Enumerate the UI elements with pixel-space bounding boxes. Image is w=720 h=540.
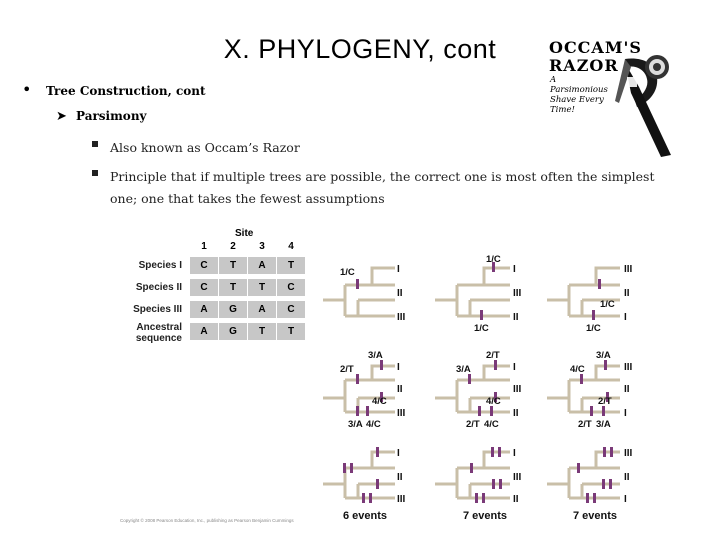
sequence-cell: C [277, 279, 305, 296]
tip-label: I [513, 264, 516, 275]
mutation-tick [602, 479, 605, 489]
logo-tagline: A Parsimonious Shave Every Time! [550, 75, 608, 115]
mutation-tick [468, 374, 471, 384]
mutation-tick [491, 447, 494, 457]
sequence-cell: C [190, 257, 218, 274]
tip-label: I [513, 362, 516, 373]
mutation-label: 3/A [456, 364, 471, 375]
tip-label: III [624, 448, 633, 459]
mutation-label: 1/C [600, 299, 615, 310]
mutation-tick [380, 360, 383, 370]
slide-title: X. PHYLOGENY, cont [223, 34, 497, 64]
mutation-tick [604, 360, 607, 370]
bullet-dot: • [22, 80, 32, 99]
mutation-label: 1/C [586, 323, 601, 334]
tip-label: I [624, 312, 627, 323]
sequence-cell: C [277, 301, 305, 318]
mutation-tick [598, 279, 601, 289]
mutation-label: 3/A [596, 350, 611, 361]
sequence-cell: G [219, 323, 247, 340]
site-number: 1 [201, 241, 207, 252]
bullet2-text: Parsimony [76, 109, 147, 123]
mutation-tick [356, 279, 359, 289]
mutation-label: 2/T [340, 364, 354, 375]
sequence-cell: A [190, 323, 218, 340]
mutation-label: 3/A [596, 419, 611, 430]
tip-label: III [397, 408, 406, 419]
mutation-label: 1/C [486, 254, 501, 265]
sequence-cell: T [248, 279, 276, 296]
mutation-tick [593, 493, 596, 503]
tip-label: I [397, 264, 400, 275]
tip-label: I [624, 408, 627, 419]
tip-label: III [513, 472, 522, 483]
tip-label: I [513, 448, 516, 459]
mutation-label: 1/C [474, 323, 489, 334]
mutation-tick [580, 374, 583, 384]
copyright-note: Copyright © 2008 Pearson Education, Inc., publishing as Pearson Benjamin Cummings [120, 518, 294, 523]
mutation-tick [494, 360, 497, 370]
mutation-tick [603, 447, 606, 457]
mutation-tick [602, 406, 605, 416]
mutation-tick [376, 479, 379, 489]
bullet3a-text: Also known as Occam’s Razor [110, 140, 300, 155]
tree-branches [323, 452, 395, 498]
mutation-tick [590, 406, 593, 416]
sequence-cell: T [248, 323, 276, 340]
tip-label: II [397, 472, 403, 483]
mutation-tick [356, 406, 359, 416]
mutation-label: 2/T [598, 396, 612, 407]
mutation-tick [369, 493, 372, 503]
mutation-tick [478, 406, 481, 416]
mutation-tick [475, 493, 478, 503]
mutation-tick [498, 447, 501, 457]
mutation-tick [350, 463, 353, 473]
tree-branches [547, 452, 620, 498]
event-count: 7 events [573, 510, 618, 522]
tip-label: II [624, 384, 630, 395]
sequence-cell: A [248, 257, 276, 274]
tip-label: I [397, 362, 400, 373]
tip-label: I [397, 448, 400, 459]
mutation-tick [586, 493, 589, 503]
tree-branches [323, 268, 395, 316]
tip-label: II [624, 288, 630, 299]
tip-label: III [397, 312, 406, 323]
sequence-cell: T [219, 257, 247, 274]
mutation-tick [366, 406, 369, 416]
row-label: Species III [133, 304, 182, 315]
mutation-label: 3/A [368, 350, 383, 361]
row-label: Species II [135, 282, 182, 293]
mutation-label: 4/C [366, 419, 381, 430]
sequence-cell: G [219, 301, 247, 318]
tip-label: II [397, 288, 403, 299]
row-label: Ancestral sequence [135, 322, 182, 344]
sequence-cell: T [277, 323, 305, 340]
tip-label: III [513, 288, 522, 299]
bullet1-text: Tree Construction, cont [46, 84, 206, 98]
tip-label: I [624, 494, 627, 505]
tree-branches [435, 268, 510, 316]
mutation-tick [356, 374, 359, 384]
sequence-cell: A [248, 301, 276, 318]
tree-branches [435, 452, 510, 498]
mutation-tick [480, 310, 483, 320]
row-label: Species I [138, 260, 182, 271]
sequence-cell: T [277, 257, 305, 274]
mutation-tick [499, 479, 502, 489]
sequence-cell: T [219, 279, 247, 296]
mutation-tick [577, 463, 580, 473]
mutation-tick [492, 479, 495, 489]
event-count: 7 events [463, 510, 508, 522]
mutation-tick [490, 406, 493, 416]
mutation-tick [343, 463, 346, 473]
mutation-tick [362, 493, 365, 503]
site-number: 3 [259, 241, 265, 252]
mutation-label: 2/T [466, 419, 480, 430]
mutation-tick [609, 479, 612, 489]
mutation-label: 4/C [570, 364, 585, 375]
tip-label: II [624, 472, 630, 483]
mutation-label: 3/A [348, 419, 363, 430]
mutation-tick [610, 447, 613, 457]
site-header: Site [235, 228, 254, 239]
arrow-bullet-icon: ➤ [56, 109, 67, 124]
tip-label: III [624, 362, 633, 373]
sequence-cell: A [190, 301, 218, 318]
mutation-tick [592, 310, 595, 320]
site-number: 2 [230, 241, 236, 252]
tip-label: II [513, 312, 519, 323]
tip-label: III [513, 384, 522, 395]
site-number: 4 [288, 241, 294, 252]
tip-label: II [513, 408, 519, 419]
mutation-tick [376, 447, 379, 457]
mutation-tick [482, 493, 485, 503]
logo-title-line2: RAZOR [549, 56, 619, 75]
tip-label: II [397, 384, 403, 395]
mutation-label: 4/C [486, 396, 501, 407]
event-count: 6 events [343, 510, 388, 522]
tip-label: III [624, 264, 633, 275]
tip-label: III [397, 494, 406, 505]
mutation-label: 1/C [340, 267, 355, 278]
mutation-label: 4/C [372, 396, 387, 407]
mutation-tick [470, 463, 473, 473]
sequence-cell: C [190, 279, 218, 296]
tip-label: II [513, 494, 519, 505]
mutation-label: 2/T [578, 419, 592, 430]
mutation-label: 2/T [486, 350, 500, 361]
mutation-label: 4/C [484, 419, 499, 430]
bullet3b-text: Principle that if multiple trees are possible, the correct one is most often the simplest one; one that takes the fewest assumptions [110, 169, 655, 206]
logo-title-line1: OCCAM'S [549, 38, 642, 57]
